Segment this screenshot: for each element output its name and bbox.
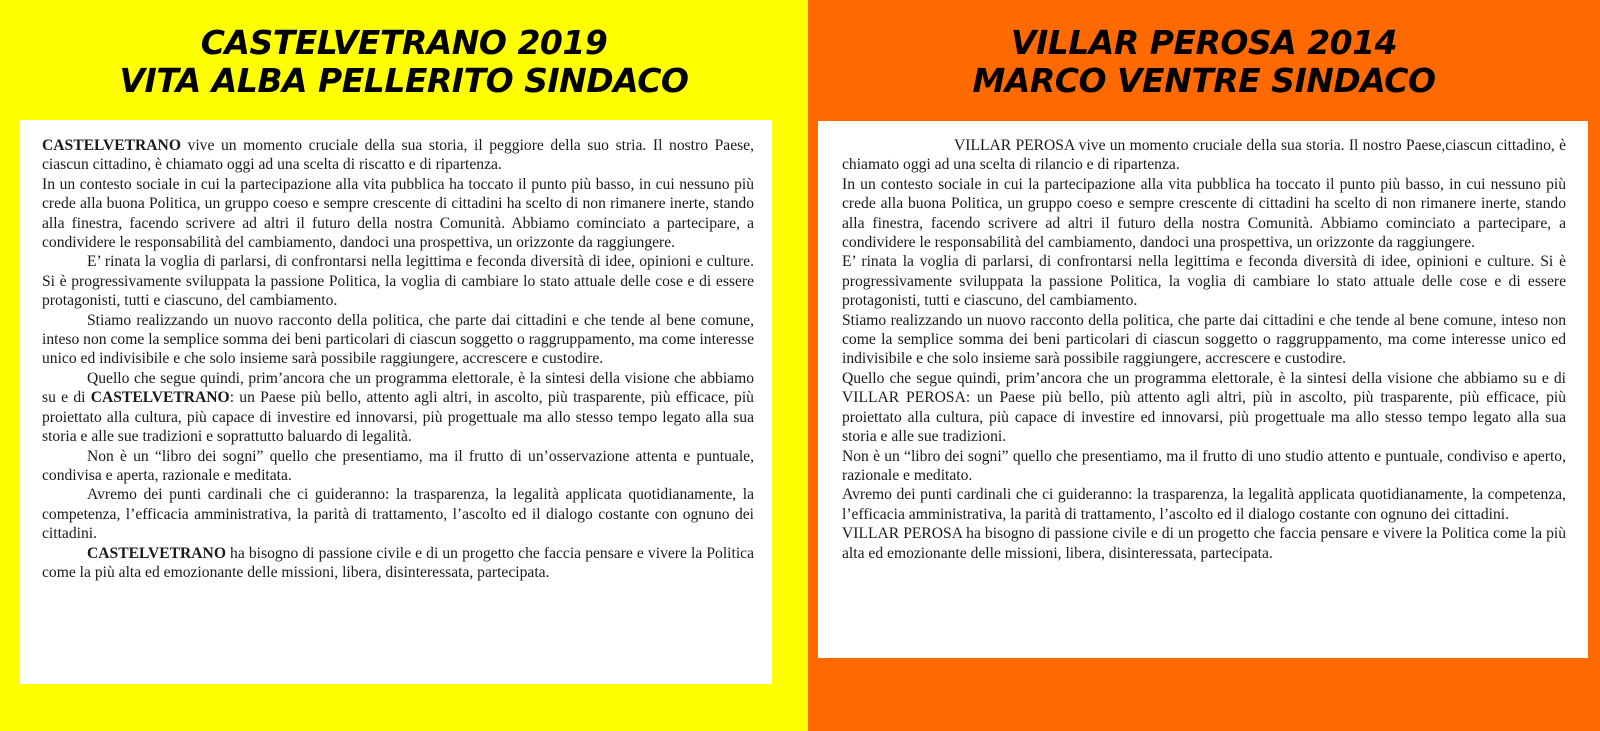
right-paragraph-3: E’ rinata la voglia di parlarsi, di confrontarsi nella legittima e feconda diversità di idee, opinioni e culture. Si è progressivamente sviluppata la passione Politica, la voglia di cambiare lo stato attuale delle cose e di essere protagonisti, tutti e ciascuno, del cambiamento. bbox=[842, 253, 1566, 310]
left-p5-bold: CASTELVETRANO bbox=[90, 389, 230, 407]
right-title bbox=[808, 24, 1600, 100]
right-paragraph-6: Non è un “libro dei sogni” quello che presentiamo, ma il frutto di uno studio attento e puntuale, condiviso e aperto, razionale e meditato. bbox=[842, 447, 1566, 484]
right-paragraph-5: Quello che segue quindi, prim’ancora che un programma elettorale, è la sintesi della visione che abbiamo su e di VILLAR PEROSA: un Paese più bello, più attento agli altri, più in ascolto, più trasparente, più efficace, più proiettato alla cultura, più capace di investire ed innovarsi, più progettuale ma allo stesso tempo legato alla sua storia e alle sue tradizioni. bbox=[842, 369, 1566, 446]
left-paragraph-3: E’ rinata la voglia di parlarsi, di confrontarsi nella legittima e feconda diversità di idee, opinioni e culture. Si è progressivamente sviluppata la passione Politica, la voglia di cambiare lo stato attuale delle cose e di essere protagonisti, tutti e ciascuno, del cambiamento. bbox=[42, 253, 754, 310]
right-paragraph-1: VILLAR PEROSA vive un momento cruciale della sua storia. Il nostro Paese,ciascun cittadino, è chiamato oggi ad una scelta di rilancio e di ripartenza. bbox=[842, 137, 1566, 174]
left-title bbox=[0, 24, 808, 100]
right-paragraph-8: VILLAR PEROSA ha bisogno di passione civile e di un progetto che faccia pensare e vivere la Politica come la più alta ed emozionante delle missioni, libera, disinteressata, partecipata. bbox=[842, 525, 1566, 562]
right-comparison-panel bbox=[808, 0, 1600, 731]
left-p1-bold: CASTELVETRANO bbox=[42, 137, 181, 154]
left-paragraph-2: In un contesto sociale in cui la partecipazione alla vita pubblica ha toccato il punto più basso, in cui nessuno più crede alla buona Politica, un gruppo coeso e sempre crescente di cittadini ha scelto di non rimanere inerte, stando alla finestra, facendo scrivere ad altri il futuro della nostra Comunità. Abbiamo cominciato a partecipare, a condividere le responsabilità del cambiamento, dandoci una prospettiva, un orizzonte da raggiungere. bbox=[42, 175, 754, 252]
left-p5-end: : un Paese più bello, attento agli altri, in ascolto, più trasparente, più efficace, più proiettato alla cultura, più capace di investire ed innovarsi, più progettuale ma allo stesso tempo legato alla sua storia e alle sue tradizioni e soprattutto baluardo di legalità. bbox=[42, 389, 754, 446]
left-paragraph-8 bbox=[42, 544, 754, 583]
right-paragraph-4: Stiamo realizzando un nuovo racconto della politica, che parte dai cittadini e che tende al bene comune, inteso non come la semplice somma dei beni particolari di ciascun soggetto o raggruppamento, ma come interesse unico ed indivisibile e che solo insieme sarà possibile raggiungere, accrescere e custodire. bbox=[842, 311, 1566, 368]
left-title-line-2: VITA ALBA PELLERITO SINDACO bbox=[119, 61, 689, 100]
left-p8-bold: CASTELVETRANO bbox=[87, 544, 226, 562]
left-paragraph-6: Non è un “libro dei sogni” quello che presentiamo, ma il frutto di un’osservazione attenta e puntuale, condivisa e aperta, razionale e meditata. bbox=[42, 447, 754, 484]
left-p8-text: ha bisogno di passione civile e di un progetto che faccia pensare e vivere la Politica come la più alta ed emozionante delle missioni, libera, disinteressata, partecipata. bbox=[42, 544, 754, 581]
left-p1-text: vive un momento cruciale della sua storia, il peggiore della suo stria. Il nostro Paese, ciascun cittadino, è chiamato oggi ad una scelta di riscatto e di ripartenza. bbox=[42, 137, 754, 174]
right-title-line-2: MARCO VENTRE SINDACO bbox=[972, 61, 1436, 100]
left-paragraph-5 bbox=[42, 369, 754, 447]
left-paragraph-7: Avremo dei punti cardinali che ci guideranno: la trasparenza, la legalità applicata quotidianamente, la competenza, l’efficacia amministrativa, la parità di trattamento, l’ascolto ed il dialogo costante con ognuno dei cittadini. bbox=[42, 486, 754, 543]
right-title-line-1: VILLAR PEROSA 2014 bbox=[1010, 23, 1398, 62]
right-paragraph-2: In un contesto sociale in cui la partecipazione alla vita pubblica ha toccato il punto più basso, in cui nessuno più crede alla buona Politica, un gruppo coeso e sempre crescente di cittadini ha scelto di non rimanere inerte, stando alla finestra, facendo scrivere ad altri il futuro della nostra Comunità. Abbiamo cominciato a partecipare, a condividere le responsabilità del cambiamento, dandoci una prospettiva, un orizzonte da raggiungere. bbox=[842, 175, 1566, 252]
left-paragraph-4: Stiamo realizzando un nuovo racconto della politica, che parte dai cittadini e che tende al bene comune, inteso non come la semplice somma dei beni particolari di ciascun soggetto o raggruppamento, ma come interesse unico ed indivisibile e che solo insieme sarà possibile raggiungere, accrescere e custodire. bbox=[42, 311, 754, 368]
left-program-document bbox=[20, 120, 772, 684]
left-title-line-1: CASTELVETRANO 2019 bbox=[200, 23, 608, 62]
right-paragraph-7: Avremo dei punti cardinali che ci guideranno: la trasparenza, la legalità applicata quotidianamente, la competenza, l’efficacia amministrativa, la parità di trattamento, l’ascolto ed il dialogo costante con ognuno dei cittadini. bbox=[842, 486, 1566, 523]
left-paragraph-1 bbox=[42, 136, 754, 175]
left-p5-start: Quello che segue quindi, prim’ancora che un programma elettorale, è la sintesi della visione che abbiamo su e di bbox=[42, 369, 754, 407]
right-program-document bbox=[818, 121, 1588, 658]
